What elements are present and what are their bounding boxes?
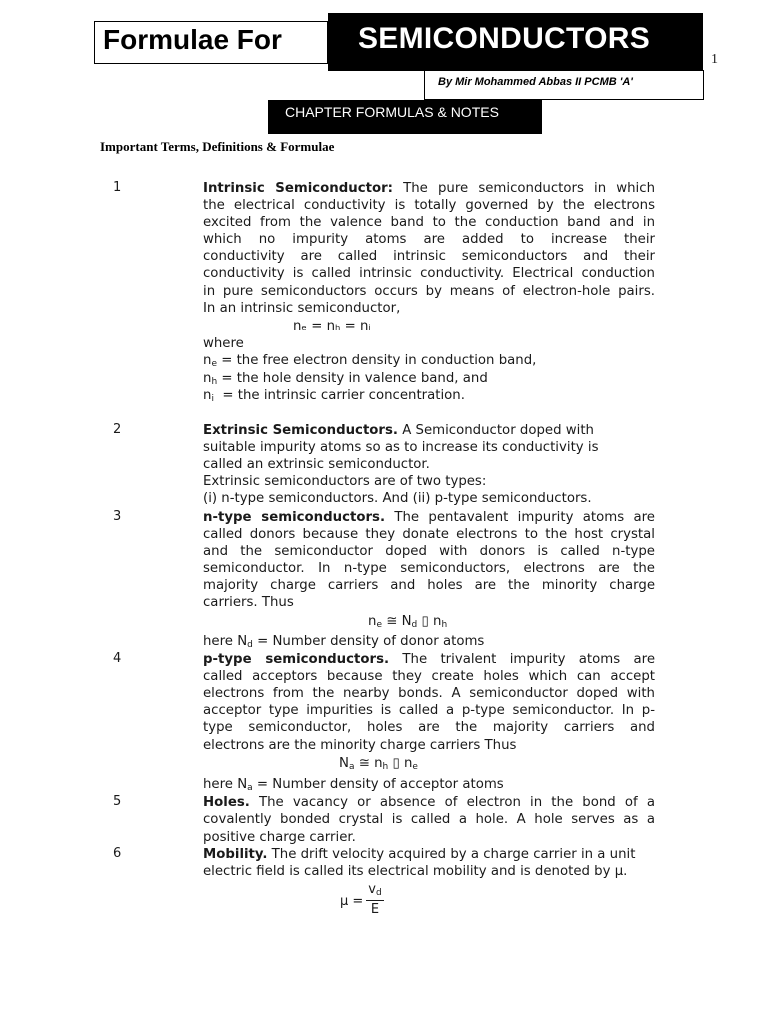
item-number: 2 bbox=[113, 422, 122, 437]
title-left: Formulae For bbox=[103, 24, 282, 55]
note-line: here $N_d$ = Number density of donor atoms bbox=[203, 634, 485, 650]
item-line: and the semiconductor doped with donors is called n-type bbox=[203, 544, 655, 559]
item-number: 1 bbox=[113, 180, 122, 195]
fraction-bar bbox=[366, 900, 384, 901]
item-line: Holes. The vacancy or absence of electron in the bond of a bbox=[203, 795, 655, 810]
item-term: Holes. bbox=[203, 795, 250, 810]
item-line: Mobility. The drift velocity acquired by a charge carrier in a unit bbox=[203, 847, 636, 862]
item-line: the electrical conductivity is totally governed by the electrons bbox=[203, 198, 655, 213]
item-line: covalently bonded crystal is called a hole. A hole serves as a bbox=[203, 812, 655, 827]
item-line: conductivity is called intrinsic conductivity. Electrical conduction bbox=[203, 266, 655, 281]
page-number: 1 bbox=[711, 52, 718, 67]
section-heading: Important Terms, Definitions & Formulae bbox=[100, 139, 335, 154]
formula-mobility-denominator: E bbox=[370, 902, 380, 917]
item-line: called donors because they donate electrons to the host crystal bbox=[203, 527, 655, 542]
item-line: majority charge carriers and holes are the minority charge bbox=[203, 578, 655, 593]
formula-n-type: $n_e$ ≅ $N_d$ ▯ $n_h$ bbox=[368, 614, 448, 630]
item-term: Mobility. bbox=[203, 847, 268, 862]
formula-mobility-lhs: μ = bbox=[340, 894, 364, 909]
author-credit: By Mir Mohammed Abbas II PCMB 'A' bbox=[438, 76, 633, 88]
item-line: (i) n-type semiconductors. And (ii) p-type semiconductors. bbox=[203, 491, 592, 506]
chapter-banner bbox=[268, 100, 542, 134]
item-line: excited from the valence band to the conduction band and in bbox=[203, 215, 655, 230]
item-line: acceptor type impurities is called a p-type semiconductor. In p- bbox=[203, 703, 655, 718]
item-term: Extrinsic Semiconductors. bbox=[203, 423, 398, 438]
item-line: called acceptors because they create holes which can accept bbox=[203, 669, 655, 684]
item-number: 4 bbox=[113, 651, 122, 666]
item-line: In an intrinsic semiconductor, bbox=[203, 301, 401, 316]
title-left-box bbox=[94, 21, 328, 64]
def-line: $n_h$ = the hole density in valence band, and bbox=[203, 371, 488, 387]
item-line: positive charge carrier. bbox=[203, 830, 356, 845]
item-line: Extrinsic Semiconductors. A Semiconductor doped with bbox=[203, 423, 594, 438]
item-line: which no impurity atoms are added to increase their bbox=[203, 232, 655, 247]
item-line: n-type semiconductors. The pentavalent impurity atoms are bbox=[203, 510, 655, 525]
item-line: p-type semiconductors. The trivalent impurity atoms are bbox=[203, 652, 656, 667]
item-line: suitable impurity atoms so as to increase its conductivity is bbox=[203, 440, 599, 455]
item-line: carriers. Thus bbox=[203, 595, 294, 610]
item-number: 5 bbox=[113, 794, 122, 809]
chapter-label: CHAPTER FORMULAS & NOTES bbox=[285, 104, 499, 120]
item-line: type semiconductor, holes are the majority carriers and bbox=[203, 720, 655, 735]
def-line: $n_i$ = the intrinsic carrier concentration. bbox=[203, 388, 465, 404]
item-number: 3 bbox=[113, 509, 122, 524]
where-label: where bbox=[203, 336, 244, 351]
title-right: SEMICONDUCTORS bbox=[358, 22, 650, 55]
note-line: here $N_a$ = Number density of acceptor atoms bbox=[203, 777, 504, 793]
formula-mobility-numerator: $v_d$ bbox=[368, 882, 382, 898]
item-term: Intrinsic Semiconductor: bbox=[203, 181, 393, 196]
formula-p-type: $N_a$ ≅ $n_h$ ▯ $n_e$ bbox=[339, 756, 418, 772]
item-term: p-type semiconductors. bbox=[203, 652, 390, 667]
item-line: electrons from the nearby bonds. A semiconductor doped with bbox=[203, 686, 655, 701]
item-line: electrons are the minority charge carriers Thus bbox=[203, 738, 517, 753]
author-box bbox=[424, 70, 704, 100]
item-line: semiconductor. In n-type semiconductors, electrons are the bbox=[203, 561, 655, 576]
item-line: electric field is called its electrical mobility and is denoted by μ. bbox=[203, 864, 628, 879]
def-line: $n_e$ = the free electron density in conduction band, bbox=[203, 353, 537, 369]
item-number: 6 bbox=[113, 846, 122, 861]
item-line: in pure semiconductors occurs by means of electron-hole pairs. bbox=[203, 284, 655, 299]
title-right-box bbox=[328, 13, 703, 71]
item-line: Intrinsic Semiconductor: The pure semiconductors in which bbox=[203, 181, 655, 196]
item-line: called an extrinsic semiconductor. bbox=[203, 457, 430, 472]
item-line: Extrinsic semiconductors are of two types: bbox=[203, 474, 487, 489]
item-term: n-type semiconductors. bbox=[203, 510, 385, 525]
item-line: conductivity are called intrinsic semiconductors and their bbox=[203, 249, 655, 264]
formula-intrinsic: nₑ = nₕ = nᵢ bbox=[293, 319, 371, 334]
